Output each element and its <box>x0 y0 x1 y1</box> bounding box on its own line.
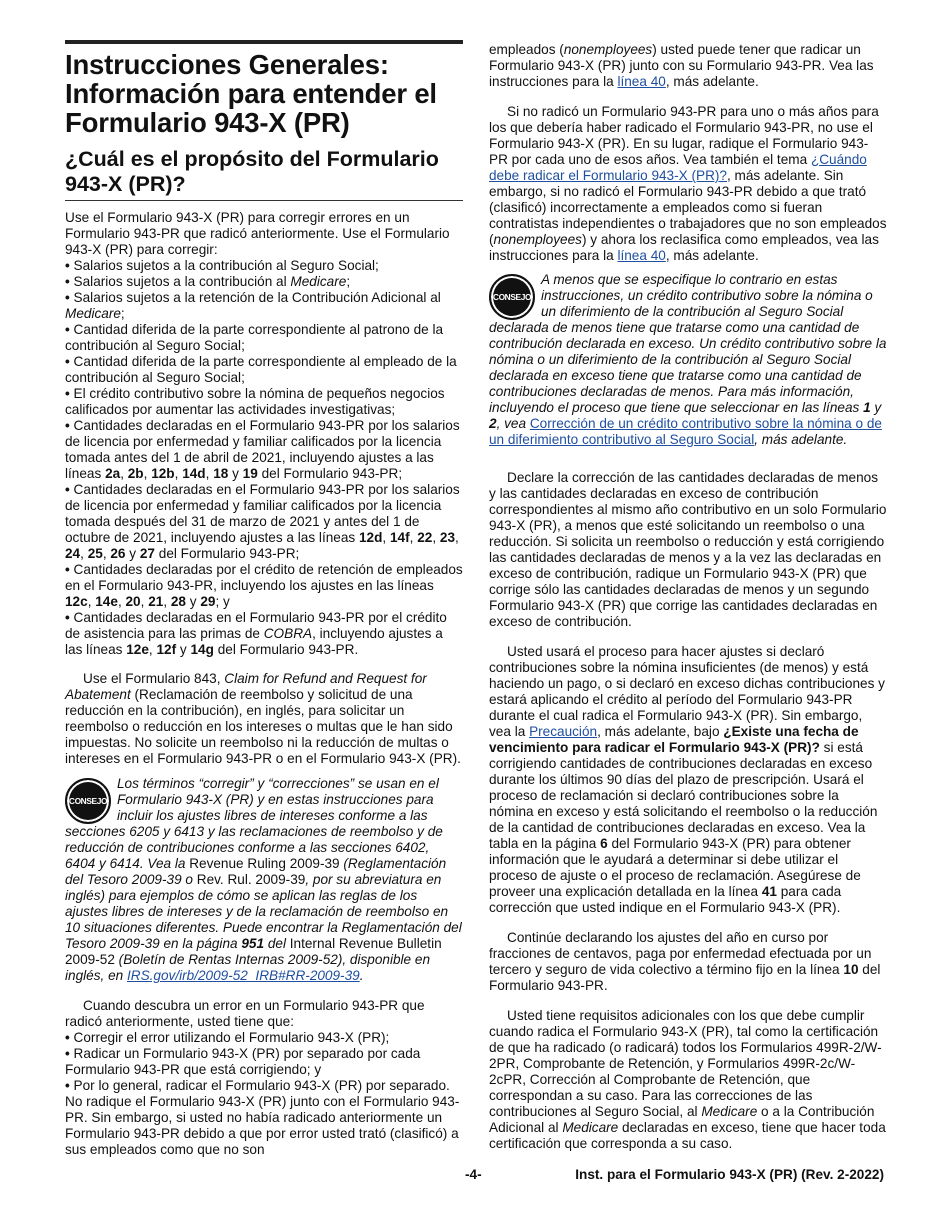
consejo-icon: CONSEJO <box>489 274 535 320</box>
left-column <box>65 40 463 1158</box>
line-40-link[interactable]: línea 40 <box>617 248 666 263</box>
intro-paragraph: Use el Formulario 943-X (PR) para corregir errores en un Formulario 943-PR que radicó anteriormente. Use el Formulario 943-X (PR) para corregir: <box>65 210 450 257</box>
consejo-icon: CONSEJO <box>65 778 111 824</box>
error-intro-paragraph: Cuando descubra un error en un Formulario 943-PR que radicó anteriormente, usted tiene que: <box>65 998 425 1029</box>
section-title: Instrucciones Generales: Información para entender el Formulario 943-X (PR) <box>65 49 437 138</box>
page-number: -4- <box>465 1167 482 1182</box>
right-column <box>489 42 887 1152</box>
list-item: • El crédito contributivo sobre la nómina de pequeños negocios calificados por aumentar las actividades investigativas; <box>65 386 463 418</box>
list-item: • Cantidades declaradas en el Formulario 943-PR por los salarios de licencia por enfermedad y familiar calificados por la licencia tomada antes del 1 de abril de 2021, incluyendo ajustes a las líneas 2a, 2b, 12b, 14d, 18 y 19 del Formulario 943-PR; <box>65 418 463 482</box>
tip-box: CONSEJO Los términos “corregir” y “correcciones” se usan en el Formulario 943-X (PR) y en estas instrucciones para incluir los ajustes libres de intereses conforme a las secciones 6205 y 6413 y las reclamaciones de reembolso y de reducción de contribuciones conforme a las secciones 6402, 6404 y 6414. Vea la Revenue Ruling 2009-39 (Reglamentación del Tesoro 2009-39 o Rev. Rul. 2009-39, por su abreviatura en inglés) para ejemplos de cómo se aplican las reglas de los ajustes libres de intereses y de la reclamación de reembolso en 10 situaciones diferentes. Puede encontrar la Reglamentación del Tesoro 2009-39 en la página 951 del Internal Revenue Bulletin 2009-52 (Boletín de Rentas Internas 2009-52), disponible en inglés, en IRS.gov/irb/2009-52_IRB#RR-2009-39. <box>65 776 462 983</box>
payroll-credit-correction-link[interactable]: Corrección de un crédito contributivo sobre la nómina o de un diferimiento contributivo al Seguro Social <box>489 416 882 447</box>
caution-link[interactable]: Precaución <box>529 724 598 739</box>
error-steps-list <box>65 1030 463 1158</box>
continued-paragraph: empleados (nonemployees) usted puede tener que radicar un Formulario 943-X (PR) junto con su Formulario 943-PR. Vea las instrucciones para la línea 40, más adelante. <box>489 42 874 89</box>
irs-bulletin-link[interactable]: IRS.gov/irb/2009-52_IRB#RR-2009-39 <box>126 968 360 983</box>
list-item: • Cantidades declaradas en el Formulario 943-PR por el crédito de asistencia para las primas de COBRA, incluyendo ajustes a las líneas 12e, 12f y 14g del Formulario 943-PR. <box>65 610 463 658</box>
section-subtitle: ¿Cuál es el propósito del Formulario 943-X (PR)? <box>65 147 463 201</box>
list-item: • Radicar un Formulario 943-X (PR) por separado por cada Formulario 943-PR que está corrigiendo; y <box>65 1046 463 1078</box>
when-to-file-link[interactable]: ¿Cuándo debe radicar el Formulario 943-X (PR)? <box>489 152 867 183</box>
requirements-paragraph: Usted tiene requisitos adicionales con los que debe cumplir cuando radica el Formulario 943-X (PR), tal como la certificación de que ha radicado (o radicará) todos los Formularios 499R-2/W-2PR, Comprobante de Retención, y Formularios 499R-2c/W-2cPR, Corrección al Comprobante de Retención, que correspondan a su caso. Para las correcciones de las contribuciones al Seguro Social, al Medicare o a la Contribución Adicional al Medicare declaradas en exceso, tiene que hacer toda certificación que corresponda a su caso. <box>489 1008 886 1151</box>
tip-box: CONSEJO A menos que se especifique lo contrario en estas instrucciones, un crédito contributivo sobre la nómina o un diferimiento de la contribución al Seguro Social declarada de menos tiene que tratarse como una cantidad de contribución declarada en exceso. Un crédito contributivo sobre la nómina o un diferimiento de la contribución al Seguro Social declarada en exceso tiene que tratarse como una cantidad de contribuciones declaradas de menos. Para más información, incluyendo el proceso que tiene que seleccionar en las líneas 1 y 2, vea Corrección de un crédito contributivo sobre la nómina o de un diferimiento contributivo al Seguro Social, más adelante. <box>489 272 887 447</box>
list-item: • Salarios sujetos a la contribución al Seguro Social; <box>65 258 463 274</box>
not-filed-paragraph: Si no radicó un Formulario 943-PR para uno o más años para los que debería haber radicado el Formulario 943-PR, no use el Formulario 943-X (PR). En su lugar, radique el Formulario 943-PR por cada uno de esos años. Vea también el tema ¿Cuándo debe radicar el Formulario 943-X (PR)?, más adelante. Sin embargo, si no radicó el Formulario 943-PR debido a que trató (clasificó) incorrectamente a empleados como si fueran contratistas independientes o trabajadores que no son empleados (nonemployees) y ahora los reclasifica como empleados, vea las instrucciones para la línea 40, más adelante. <box>489 104 887 263</box>
list-item: • Salarios sujetos a la contribución al Medicare; <box>65 274 463 290</box>
top-rule <box>65 40 463 44</box>
line-40-link[interactable]: línea 40 <box>617 74 666 89</box>
footer-title: Inst. para el Formulario 943-X (PR) (Rev. 2-2022) <box>575 1167 884 1182</box>
list-item: • Corregir el error utilizando el Formulario 943-X (PR); <box>65 1030 463 1046</box>
list-item: • Cantidades declaradas en el Formulario 943-PR por los salarios de licencia por enfermedad y familiar calificados por la licencia tomada después del 31 de marzo de 2021 y antes del 1 de octubre de 2021, incluyendo ajustes a las líneas 12d, 14f, 22, 23, 24, 25, 26 y 27 del Formulario 943-PR; <box>65 482 463 562</box>
list-item: • Cantidad diferida de la parte correspondiente al empleado de la contribución al Seguro Social; <box>65 354 463 386</box>
list-item: • Cantidad diferida de la parte correspondiente al patrono de la contribución al Seguro Social; <box>65 322 463 354</box>
list-item: • Por lo general, radicar el Formulario 943-X (PR) por separado. No radique el Formulario 943-X (PR) junto con el Formulario 943-PR. Sin embargo, si usted no había radicado anteriormente un Formulario 943-PR debido a que por error usted trató (clasificó) a sus empleados como que no son <box>65 1078 463 1158</box>
correction-list <box>65 258 463 658</box>
adjustment-process-paragraph: Usted usará el proceso para hacer ajustes si declaró contribuciones sobre la nómina insuficientes (de menos) y está haciendo un pago, o si declaró en exceso dichas contribuciones y estará aplicando el crédito al período del Formulario 943-PR durante el cual radica el Formulario 943-X (PR). Sin embargo, vea la Precaución, más adelante, bajo ¿Existe una fecha de vencimiento para radicar el Formulario 943-X (PR)? si está corrigiendo cantidades de contribuciones declaradas en exceso durante los últimos 90 días del plazo de prescripción. Usará el proceso de reclamación si declaró contribuciones sobre la nómina en exceso y está solicitando el reembolso o la reducción de la cantidad de contribuciones declaradas en exceso. Vea la tabla en la página 6 del Formulario 943-X (PR) para obtener información que le ayudará a determinar si debe utilizar el proceso de ajuste o el proceso de reclamación. Asegúrese de proveer una explicación detallada en la línea 41 para cada corrección que usted indique en el Formulario 943-X (PR). <box>489 644 885 915</box>
list-item: • Salarios sujetos a la retención de la Contribución Adicional al Medicare; <box>65 290 463 322</box>
form-843-paragraph: Use el Formulario 843, Claim for Refund and Request for Abatement (Reclamación de reembolso y solicitud de una reducción en la contribución), en inglés, para solicitar un reembolso o reducción en los intereses o multas que le han sido impuestas. No solicite un reembolso ni la reducción de multas o intereses en el Formulario 943-PR o en el Formulario 943-X (PR). <box>65 671 461 766</box>
correction-paragraph: Declare la corrección de las cantidades declaradas de menos y las cantidades declaradas en exceso de contribución correspondientes al mismo año contributivo en un solo Formulario 943-X (PR), a menos que esté solicitando un reembolso o una reducción. Si solicita un reembolso o reducción y está corrigiendo las cantidades declaradas de menos y a la vez las declaradas en exceso de contribución, radique un Formulario 943-X (PR) que corrige sólo las cantidades declaradas de menos y un segundo Formulario 943-X (PR) que corrige las cantidades declaradas en exceso de contribución. <box>489 470 887 629</box>
list-item: • Cantidades declaradas por el crédito de retención de empleados en el Formulario 943-PR, incluyendo los ajustes en las líneas 12c, 14e, 20, 21, 28 y 29; y <box>65 562 463 610</box>
current-year-paragraph: Continúe declarando los ajustes del año en curso por fracciones de centavos, paga por enfermedad efectuada por un tercero y seguro de vida colectivo a término fijo en la línea 10 del Formulario 943-PR. <box>489 930 881 993</box>
